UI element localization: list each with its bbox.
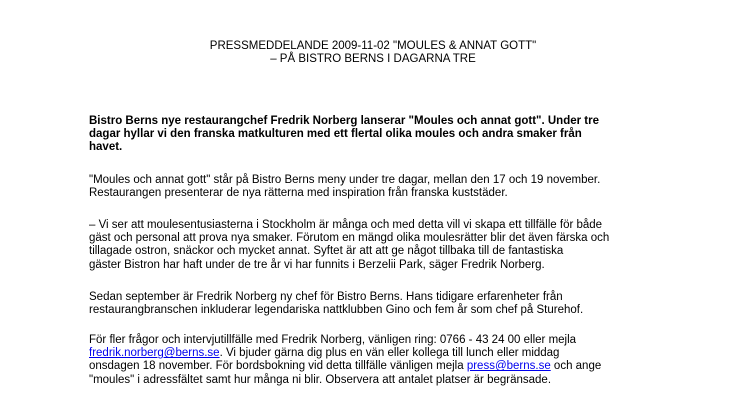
lead-line: havet. [89,141,123,154]
paragraph-line [89,347,679,360]
paragraph-line: gäst och personal att prova nya smaker. Förutom en mängd olika moulesrätter blir det även färska och [89,232,610,245]
paragraph-line: "moules" i adressfältet samt hur många ni blir. Observera att antalet platser är begränsade. [89,373,552,386]
lead-line: dagar hyllar vi den franska matkulturen med ett flertal olika moules och andra smaker från [89,128,582,141]
paragraph-line: För fler frågor och intervjutillfälle med Fredrik Norberg, vänligen ring: 0766 - 43 24 00 eller mejla [89,334,577,346]
paragraph-contact [89,334,679,387]
paragraph-quote [89,219,679,272]
paragraph-line: Sedan september är Fredrik Norberg ny chef för Bistro Berns. Hans tidigare erfarenheter från [89,291,563,303]
header-title: PRESSMEDDELANDE 2009-11-02 "MOULES & ANNAT GOTT" [209,40,537,52]
paragraph-line [89,360,679,373]
paragraph-line: "Moules och annat gott" står på Bistro Berns meny under tre dagar, mellan den 17 och 19 november. [89,174,601,186]
document-header [0,40,746,66]
lead-paragraph [89,115,679,155]
paragraph-text: . Vi bjuder gärna dig plus en vän eller kollega till lunch eller middag [219,347,560,360]
paragraph-line: Restaurangen presenterar de nya rätterna med inspiration från franska kuststäder. [89,187,508,200]
paragraph-line: – Vi ser att moulesentusiasterna i Stockholm är många och med detta vill vi skapa ett tillfälle för både [89,219,603,231]
email-link-fredrik[interactable]: fredrik.norberg@berns.se [89,347,220,360]
paragraph-line: restaurangbranschen inkluderar legendariska nattklubben Gino och fem år som chef på Sturehof. [89,304,584,317]
paragraph-menu-dates [89,174,679,200]
paragraph-text: onsdagen 18 november. För bordsbokning vid detta tillfälle vänligen mejla [89,360,467,373]
paragraph-line: gäster Bistron har haft under de tre år vi har funnits i Berzelii Park, säger Fredrik Norberg. [89,258,545,271]
paragraph-text: och ange [550,360,602,373]
lead-line: Bistro Berns nye restaurangchef Fredrik Norberg lanserar "Moules och annat gott". Under tre [89,115,599,127]
paragraph-line: tillagade ostron, snäckor och mycket annat. Syftet är att att ge något tillbaka till de fantastiska [89,245,564,258]
header-subtitle: – PÅ BISTRO BERNS I DAGARNA TRE [270,53,476,65]
email-link-press[interactable]: press@berns.se [466,360,551,373]
paragraph-chef-background [89,291,679,317]
